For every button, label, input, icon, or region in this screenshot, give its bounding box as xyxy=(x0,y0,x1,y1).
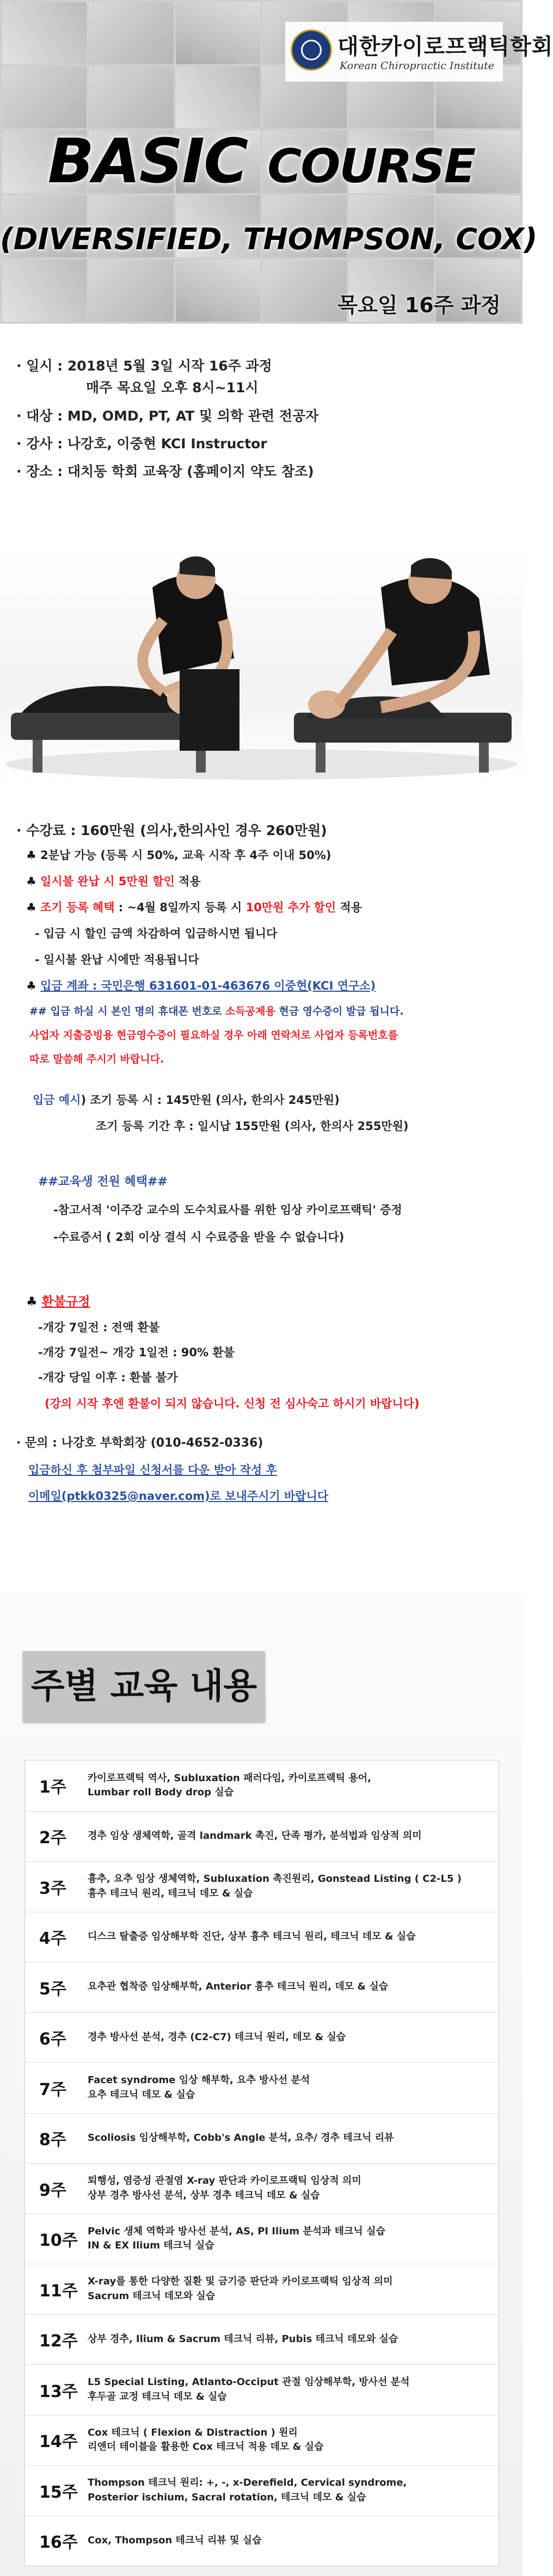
society-name-korean: 대한카이로프랙틱학회 xyxy=(337,34,553,59)
week-description-line: 흉추, 요추 임상 생체역학, Subluxation 촉진원리, Gonstead Listing ( C2-L5 ) xyxy=(88,1873,462,1885)
benefit-certificate: -수료증서 ( 2회 이상 결석 시 수료증을 받을 수 없습니다) xyxy=(53,1231,345,1244)
week-number: 4주 xyxy=(39,1929,66,1948)
week-number: 7주 xyxy=(39,2080,66,2099)
payment-example-label: 입금 예시 xyxy=(33,1094,81,1107)
week-description-line: 카이로프랙틱 역사, Subluxation 패러다임, 카이로프랙틱 용어, xyxy=(88,1772,371,1784)
week-row xyxy=(25,2214,499,2264)
week-number: 13주 xyxy=(39,2382,78,2401)
weekly-title-box xyxy=(23,1651,265,1722)
place-line: · 장소 : 대치동 학회 교육장 (홈페이지 약도 참조) xyxy=(16,464,314,479)
course-title xyxy=(0,126,523,197)
early-bird-note-1: - 입금 시 할인 금액 차감하여 입금하시면 됩니다 xyxy=(35,927,278,940)
week-description xyxy=(88,1862,490,1911)
week-description xyxy=(88,2416,490,2465)
course-title-sub: COURSE xyxy=(267,139,475,194)
receipt-notice-text-2: 현금 영수증이 발급 됩니다. xyxy=(275,1005,404,1017)
early-bird-discount: 10만원 추가 할인 xyxy=(245,901,336,914)
society-logo xyxy=(285,22,553,82)
week-description-line: 경추 방사선 분석, 경추 (C2-C7) 테크닉 원리, 데모 & 실습 xyxy=(88,2031,346,2043)
week-number: 16주 xyxy=(39,2533,78,2552)
club-icon: ♣ xyxy=(26,875,41,888)
full-pay-discount: 5만원 할인 xyxy=(118,875,175,888)
refund-rule-1: -개강 7일전 : 전액 환불 xyxy=(38,1321,160,1334)
week-number: 11주 xyxy=(39,2281,78,2301)
week-number: 1주 xyxy=(39,1778,66,1797)
payment-example-text: ) 조기 등록 시 : 145만원 (의사, 한의사 245만원) xyxy=(81,1094,340,1107)
full-pay-suffix: 적용 xyxy=(174,875,201,888)
week-description-line: Cox, Thompson 테크닉 리뷰 및 실습 xyxy=(88,2534,262,2546)
week-number: 14주 xyxy=(39,2432,78,2451)
refund-rule-2: -개강 7일전~ 개강 1일전 : 90% 환불 xyxy=(38,1346,235,1359)
week-number: 15주 xyxy=(39,2482,78,2502)
week-row xyxy=(25,2415,499,2465)
week-description xyxy=(88,2516,490,2566)
week-row xyxy=(25,2516,499,2566)
society-name-english: Korean Chiropractic Institute xyxy=(340,60,494,72)
club-icon: ♣ xyxy=(26,979,41,992)
refund-title-line xyxy=(26,1295,90,1310)
week-number: 12주 xyxy=(39,2332,78,2351)
early-bird-line xyxy=(26,901,362,915)
week-number: 3주 xyxy=(39,1879,66,1898)
instructor-line: · 강사 : 나강호, 이중현 KCI Instructor xyxy=(16,436,267,452)
benefit-book: -참고서적 '이주강 교수의 도수치료사를 위한 임상 카이로프랙틱' 증정 xyxy=(53,1203,402,1216)
club-icon: ♣ xyxy=(26,849,41,862)
week-description xyxy=(88,2214,490,2264)
week-row xyxy=(25,1811,499,1861)
week-description xyxy=(88,2164,490,2213)
week-description-line: 요추 테크닉 데모 & 실습 xyxy=(88,2089,195,2101)
application-instruction-1: 입금하신 후 첨부파일 신청서를 다운 받아 작성 후 xyxy=(28,1463,277,1477)
week-number: 5주 xyxy=(39,1979,66,1999)
business-receipt-notice: 사업자 지출증빙용 현금영수증이 필요하실 경우 아래 연락처로 사업자 등록번호를 xyxy=(29,1029,398,1041)
week-description xyxy=(88,2466,490,2515)
week-description xyxy=(88,1912,490,1962)
week-description-line: 요추관 협착증 임상해부학, Anterior 흉추 테크닉 원리, 데모 & 실습 xyxy=(88,1981,389,1993)
payment-example-2: 조기 등록 기간 후 : 일시납 155만원 (의사, 한의사 255만원) xyxy=(96,1120,409,1133)
week-description xyxy=(88,2365,490,2414)
week-description xyxy=(88,2315,490,2364)
week-description-line: Sacrum 테크닉 데모와 실습 xyxy=(88,2290,216,2302)
week-description xyxy=(88,2063,490,2112)
week-description-line: Cox 테크닉 ( Flexion & Distraction ) 원리 xyxy=(88,2426,298,2438)
week-description xyxy=(88,2114,490,2163)
refund-title: 환불규정 xyxy=(41,1295,90,1309)
receipt-notice-text: ## 입금 하실 시 본인 명의 휴대폰 번호로 xyxy=(29,1005,226,1017)
week-description-line: Posterior ischium, Sacral rotation, 테크닉 데모 & 실습 xyxy=(88,2491,366,2503)
business-receipt-notice-2: 따로 말씀해 주시기 바랍니다. xyxy=(29,1053,164,1065)
week-row xyxy=(25,2264,499,2314)
club-icon: ♣ xyxy=(26,1295,42,1309)
week-description-line: 흉추 테크닉 원리, 테크닉 데모 & 실습 xyxy=(88,1887,253,1899)
week-description xyxy=(88,2264,490,2314)
hero-banner xyxy=(0,0,553,324)
week-row xyxy=(25,2113,499,2163)
target-line: · 대상 : MD, OMD, PT, AT 및 의학 관련 전공자 xyxy=(16,408,319,424)
week-row xyxy=(25,1861,499,1911)
week-description-line: Facet syndrome 임상 해부학, 요추 방사선 분석 xyxy=(88,2074,310,2086)
refund-warning: (강의 시작 후엔 환불이 되지 않습니다. 신청 전 심사숙고 하시기 바랍니다) xyxy=(45,1397,420,1410)
week-row xyxy=(25,2012,499,2062)
week-description xyxy=(88,1962,490,2012)
class-photo xyxy=(0,549,523,781)
course-title-main: BASIC xyxy=(47,126,248,197)
account-line xyxy=(26,979,376,993)
week-description-line: L5 Special Listing, Atlanto-Occiput 관절 임상해부학, 방사선 분석 xyxy=(88,2376,410,2388)
week-row xyxy=(25,1760,499,1811)
week-description xyxy=(88,1812,490,1861)
week-row xyxy=(25,2364,499,2414)
week-number: 2주 xyxy=(39,1828,66,1848)
early-bird-middle: : ~4월 8일까지 등록 시 xyxy=(114,901,246,914)
receipt-notice xyxy=(29,1005,403,1018)
week-row xyxy=(25,1962,499,2012)
week-row xyxy=(25,2163,499,2213)
week-description-line: 상부 경추 방사선 분석, 상부 경추 테크닉 데모 & 실습 xyxy=(88,2189,320,2201)
week-description xyxy=(88,1760,490,1811)
week-description-line: X-ray를 통한 다양한 질환 및 금기증 판단과 카이로프랙틱 임상적 의미 xyxy=(88,2276,393,2288)
weekly-schedule-table xyxy=(24,1760,499,2566)
refund-rule-3: -개강 당일 이후 : 환불 불가 xyxy=(38,1371,178,1384)
application-instruction-2[interactable]: 이메일(ptkk0325@naver.com)로 보내주시기 바랍니다 xyxy=(28,1490,329,1503)
week-description-line: 상부 경추, Ilium & Sacrum 테크닉 리뷰, Pubis 테크닉 데모와 실습 xyxy=(88,2333,398,2345)
week-description-line: Pelvic 생체 역학과 방사선 분석, AS, PI Ilium 분석과 테크닉 실습 xyxy=(88,2225,385,2237)
week-row xyxy=(25,2062,499,2112)
full-pay-prefix: 일시불 완납 시 xyxy=(40,875,119,888)
week-number: 8주 xyxy=(39,2130,66,2149)
course-subtitle: (DIVERSIFIED, THOMPSON, COX) xyxy=(0,222,538,256)
week-description-line: 디스크 탈출증 임상해부학 진단, 상부 흉추 테크닉 원리, 테크닉 데모 & 실습 xyxy=(88,1930,416,1942)
payment-example-1 xyxy=(33,1094,340,1107)
society-seal-icon xyxy=(291,29,332,71)
club-icon: ♣ xyxy=(26,901,41,914)
schedule-badge: 목요일 16주 과정 xyxy=(337,293,501,317)
benefits-title: ##교육생 전원 혜택## xyxy=(38,1175,168,1189)
week-description-line: 후두골 교정 테크닉 데모 & 실습 xyxy=(88,2390,227,2402)
week-number: 9주 xyxy=(39,2180,66,2200)
installment-line xyxy=(26,849,331,862)
week-description-line: IN & EX Ilium 테크닉 실습 xyxy=(88,2240,214,2251)
week-row xyxy=(25,1912,499,1962)
week-row xyxy=(25,2314,499,2364)
early-bird-label: 조기 등록 혜택 xyxy=(40,901,115,914)
week-description-line: Lumbar roll Body drop 실습 xyxy=(88,1787,234,1798)
week-description-line: Scoliosis 임상해부학, Cobb's Angle 분석, 요추/ 경추 테크닉 리뷰 xyxy=(88,2132,394,2143)
week-number: 10주 xyxy=(39,2231,78,2250)
week-row xyxy=(25,2465,499,2515)
week-description-line: 경추 임상 생체역학, 골격 landmark 촉진, 단족 평가, 분석법과 임상적 의미 xyxy=(88,1830,422,1842)
bank-account: 입금 계좌 : 국민은행 631601-01-463676 이중현(KCI 연구소) xyxy=(40,979,376,992)
week-number: 6주 xyxy=(39,2030,66,2049)
early-bird-suffix: 적용 xyxy=(336,901,362,914)
date-line: · 일시 : 2018년 5월 3일 시작 16주 과정 xyxy=(16,358,272,374)
contact-line: · 문의 : 나강호 부학회장 (010-4652-0336) xyxy=(16,1436,263,1450)
date-detail: 매주 목요일 오후 8시~11시 xyxy=(86,380,259,396)
class-photo-illustration xyxy=(0,549,523,781)
week-description-line: Thompson 테크닉 원리: +, -, x-Derefield, Cervical syndrome, xyxy=(88,2477,407,2489)
installment-text: 2분납 가능 (등록 시 50%, 교육 시작 후 4주 이내 50%) xyxy=(40,849,331,862)
receipt-notice-highlight: 소득공제용 xyxy=(225,1005,275,1017)
week-description-line: 퇴행성, 염증성 관절염 X-ray 판단과 카이로프랙틱 임상적 의미 xyxy=(88,2175,361,2187)
week-description xyxy=(88,2013,490,2062)
full-pay-line xyxy=(26,875,201,888)
weekly-title: 주별 교육 내용 xyxy=(30,1666,257,1707)
early-bird-note-2: - 일시불 완납 시에만 적용됩니다 xyxy=(35,953,199,966)
fee-line: · 수강료 : 160만원 (의사,한의사인 경우 260만원) xyxy=(16,823,327,838)
week-description-line: 리앤더 테이블을 활용한 Cox 테크닉 적용 데모 & 실습 xyxy=(88,2441,324,2453)
